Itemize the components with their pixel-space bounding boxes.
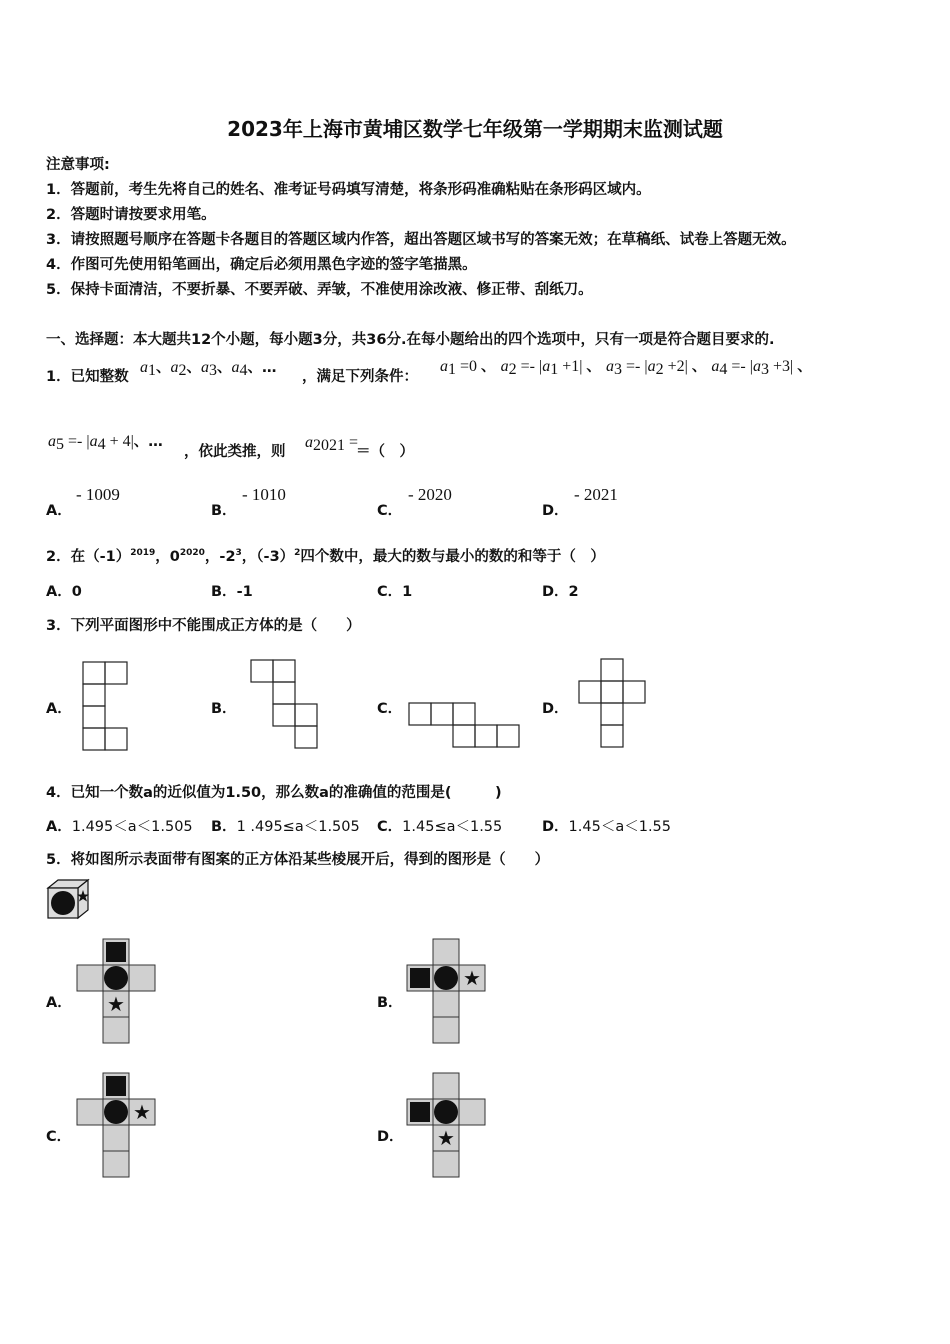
star-icon: ★ [133,1100,151,1124]
q3-option-d-label[interactable]: D． [542,701,569,717]
q1-ask: ＝（ ） [356,444,414,460]
q2-option-c[interactable]: C．1 [377,584,413,600]
q3-text: 3．下列平面图形中不能围成正方体的是（ ） [46,618,361,634]
q2-option-d[interactable]: D．2 [542,584,579,600]
star-icon: ★ [107,992,125,1016]
q3-option-a-label[interactable]: A． [46,701,72,717]
star-icon: ★ [437,1126,455,1150]
section-heading: 一、选择题：本大题共12个小题，每小题3分，共36分.在每小题给出的四个选项中，只有一项是符合题目要求的. [46,332,775,348]
circle-icon [434,1100,458,1124]
q5-option-a-label[interactable]: A． [46,995,72,1011]
notice-item: 5．保持卡面清洁，不要折暴、不要弄破、弄皱，不准使用涂改液、修正带、刮纸刀。 [46,282,593,298]
q5-option-c-label[interactable]: C． [46,1129,72,1145]
q2-exp1: 2019 [130,548,156,558]
q1-option-d-label[interactable]: D． [542,503,569,519]
q2-option-b[interactable]: B．-1 [211,584,253,600]
q1-option-b-value: - 1010 [242,485,286,504]
q1-option-d-value: - 2021 [574,485,618,504]
q4-option-a[interactable]: A．1.495＜a＜1.505 [46,819,193,835]
q2-exp4: 2 [294,548,301,558]
q1-option-c-label[interactable]: C． [377,503,403,519]
q4-option-c[interactable]: C．1.45≤a＜1.55 [377,819,503,835]
q2-part4: ，（-3） [241,549,295,565]
q1-option-a-value: - 1009 [76,485,120,504]
q2-prefix: 2．在（-1） [46,549,131,565]
q3-option-b-label[interactable]: B． [211,701,237,717]
q1-option-a-label[interactable]: A． [46,503,72,519]
notice-item: 1．答题前，考生先将自己的姓名、准考证号码填写清楚，将条形码准确粘贴在条形码区域内。 [46,182,651,198]
q1-formulas: $a_1 =0$ 、 $a_2 =- |a_1 +1|$ 、 $a_3 =- |a_2 +2|$ 、 $a_4 =- |a_3 +3|$ 、 [440,358,812,378]
q1-a2021: $a_{2021}$ = [305,434,359,454]
notice-item: 3．请按照题号顺序在答题卡各题目的答题区域内作答，超出答题区域书写的答案无效；在草稿纸、试卷上答题无效。 [46,232,796,248]
q1-condition: ，满足下列条件： [302,369,418,385]
q1-option-c-value: - 2020 [408,485,452,504]
notice-item: 2．答题时请按要求用笔。 [46,207,216,223]
q2-exp2: 2020 [179,548,205,558]
q1-prefix: 1．已知整数 [46,369,129,385]
q1-a5-formula: $a_5 =- |a_4 + 4|$、… [48,433,163,453]
q2-suffix: 四个数中，最大的数与最小的数的和等于（ ） [300,549,605,565]
q4-option-b[interactable]: B．1 .495≤a＜1.505 [211,819,360,835]
notice-item: 4．作图可先使用铅笔画出，确定后必须用黑色字迹的签字笔描黑。 [46,257,477,273]
q2-part3: ，-2 [204,549,236,565]
q1-sequence: $a_1$、$a_2$、$a_3$、$a_4$、… [140,359,277,379]
q4-option-d[interactable]: D．1.45＜a＜1.55 [542,819,672,835]
q2-exp3: 3 [235,548,242,558]
q1-option-b-label[interactable]: B． [211,503,237,519]
q5-text: 5．将如图所示表面带有图案的正方体沿某些棱展开后，得到的图形是（ ） [46,852,550,868]
q1-tail: ，依此类推，则 [184,444,286,460]
q4-text: 4．已知一个数a的近似值为1.50，那么数a的准确值的范围是( ) [46,785,502,801]
q3-option-c-label[interactable]: C． [377,701,403,717]
notice-heading: 注意事项: [46,157,110,173]
star-icon: ★ [463,966,481,990]
q5-option-d-label[interactable]: D． [377,1129,404,1145]
square-icon [410,1102,430,1122]
q5-option-b-label[interactable]: B． [377,995,403,1011]
page-title: 2023年上海市黄埔区数学七年级第一学期期末监测试题 [227,117,723,141]
q2-option-a[interactable]: A．0 [46,584,82,600]
q2-part2: ，0 [155,549,180,565]
